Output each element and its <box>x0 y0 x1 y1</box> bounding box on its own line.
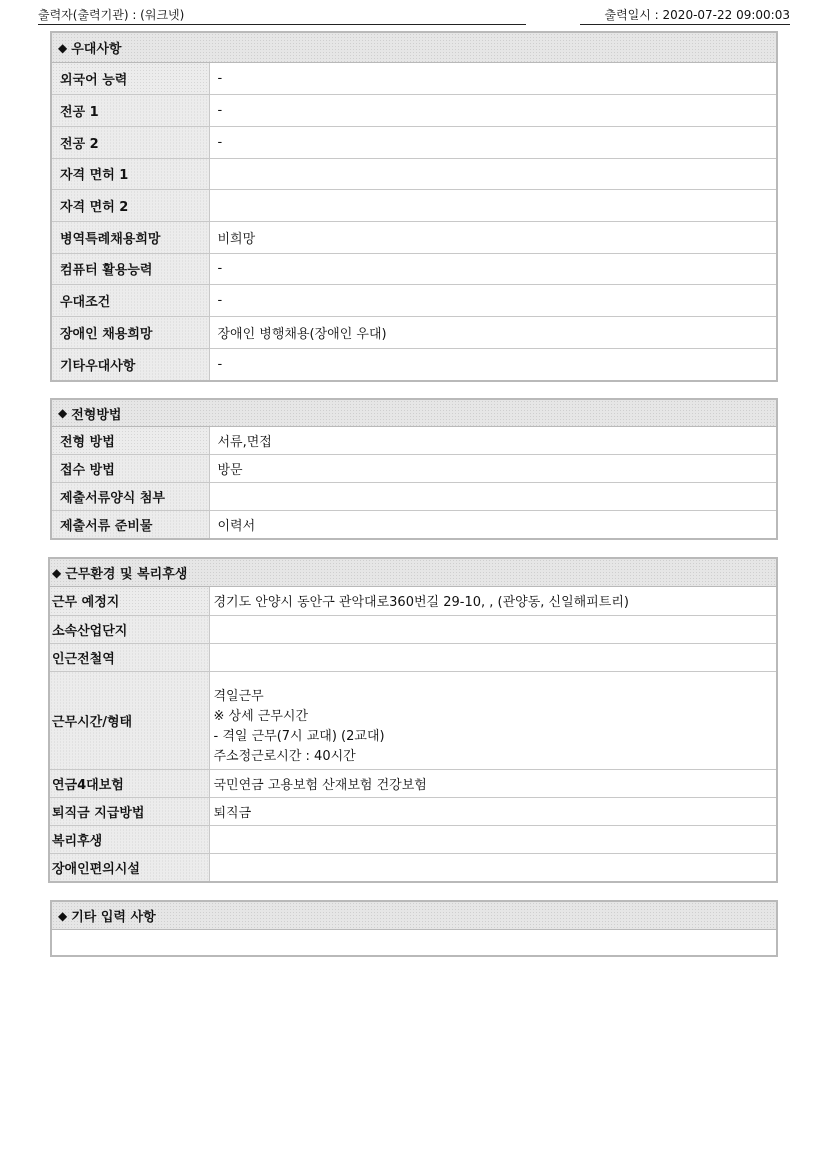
table-row <box>52 483 776 511</box>
other-value <box>52 930 776 955</box>
selection-header <box>52 400 776 427</box>
row-value: - <box>209 253 776 285</box>
printer-info: 출력자(출력기관) : (워크넷) <box>38 8 185 22</box>
environment-header <box>50 559 776 587</box>
section-title: 기타 입력 사항 <box>71 910 156 925</box>
row-label: 퇴직금 지급방법 <box>50 797 209 825</box>
row-value: 비희망 <box>209 221 776 253</box>
row-value <box>209 483 776 511</box>
row-label: 전형 방법 <box>52 427 209 455</box>
table-row <box>52 221 776 253</box>
row-label: 복리후생 <box>50 825 209 853</box>
table-row <box>50 587 776 615</box>
row-label: 장애인편의시설 <box>50 853 209 881</box>
row-value: - <box>209 348 776 380</box>
diamond-bullet-icon: ◆ <box>58 406 68 420</box>
row-label: 기타우대사항 <box>52 348 209 380</box>
row-value: - <box>209 95 776 127</box>
row-value: 장애인 병행채용(장애인 우대) <box>209 317 776 349</box>
section-title: 우대사항 <box>71 42 122 57</box>
row-value <box>209 825 776 853</box>
row-label: 외국어 능력 <box>52 63 209 95</box>
row-value: - <box>209 285 776 317</box>
table-row <box>52 95 776 127</box>
row-label: 소속산업단지 <box>50 615 209 643</box>
environment-table <box>50 587 776 881</box>
row-label: 우대조건 <box>52 285 209 317</box>
header-rule-right <box>580 24 790 25</box>
section-title: 근무환경 및 복리후생 <box>65 567 188 582</box>
row-label: 자격 면허 2 <box>52 190 209 222</box>
print-header <box>38 6 790 24</box>
table-row <box>50 797 776 825</box>
table-row <box>52 427 776 455</box>
other-header <box>52 902 776 930</box>
row-value <box>209 615 776 643</box>
row-label: 장애인 채용희망 <box>52 317 209 349</box>
table-row <box>52 510 776 538</box>
preferences-header <box>52 33 776 63</box>
row-value <box>209 643 776 671</box>
diamond-bullet-icon: ◆ <box>58 908 68 923</box>
table-row <box>50 853 776 881</box>
row-label: 근무시간/형태 <box>50 671 209 769</box>
section-title: 전형방법 <box>71 407 122 423</box>
row-value: 국민연금 고용보험 산재보험 건강보험 <box>209 769 776 797</box>
table-row <box>52 126 776 158</box>
row-value: 이력서 <box>209 510 776 538</box>
row-value: - <box>217 71 223 87</box>
table-row <box>52 317 776 349</box>
row-label: 연금4대보험 <box>50 769 209 797</box>
row-value: 방문 <box>209 455 776 483</box>
header-rule <box>38 24 526 25</box>
row-label: 전공 1 <box>52 95 209 127</box>
environment-section <box>48 557 778 883</box>
selection-table <box>52 427 776 538</box>
row-value: 서류,면접 <box>217 435 272 451</box>
table-row <box>50 615 776 643</box>
preferences-section <box>50 31 778 382</box>
diamond-bullet-icon: ◆ <box>52 565 62 580</box>
row-label: 제출서류 준비물 <box>52 510 209 538</box>
row-label: 근무 예정지 <box>50 587 209 615</box>
table-row <box>52 253 776 285</box>
table-row <box>52 190 776 222</box>
row-label: 컴퓨터 활용능력 <box>52 253 209 285</box>
table-row <box>50 825 776 853</box>
row-value <box>209 158 776 190</box>
table-row <box>52 348 776 380</box>
table-row <box>50 643 776 671</box>
table-row <box>52 158 776 190</box>
table-row <box>50 671 776 769</box>
table-row <box>52 63 776 95</box>
row-label: 전공 2 <box>52 126 209 158</box>
row-label: 접수 방법 <box>52 455 209 483</box>
preferences-table <box>52 63 776 380</box>
row-label: 자격 면허 1 <box>52 158 209 190</box>
row-value: 경기도 안양시 동안구 관악대로360번길 29-10, , (관양동, 신일해피트리) <box>213 595 629 611</box>
row-value <box>209 853 776 881</box>
other-section <box>50 900 778 957</box>
row-value <box>209 190 776 222</box>
diamond-bullet-icon: ◆ <box>58 40 68 55</box>
table-row <box>52 455 776 483</box>
row-value: 퇴직금 <box>209 797 776 825</box>
row-label: 제출서류양식 첨부 <box>52 483 209 511</box>
print-datetime: 출력일시 : 2020-07-22 09:00:03 <box>604 8 790 22</box>
row-label: 인근전철역 <box>50 643 209 671</box>
row-value: 격일근무 ※ 상세 근무시간 - 격일 근무(7시 교대) (2교대) 주소정근로시간 : 40시간 <box>209 671 776 769</box>
selection-section <box>50 398 778 540</box>
row-label: 병역특례채용희망 <box>52 221 209 253</box>
table-row <box>50 769 776 797</box>
row-value: - <box>209 126 776 158</box>
table-row <box>52 285 776 317</box>
